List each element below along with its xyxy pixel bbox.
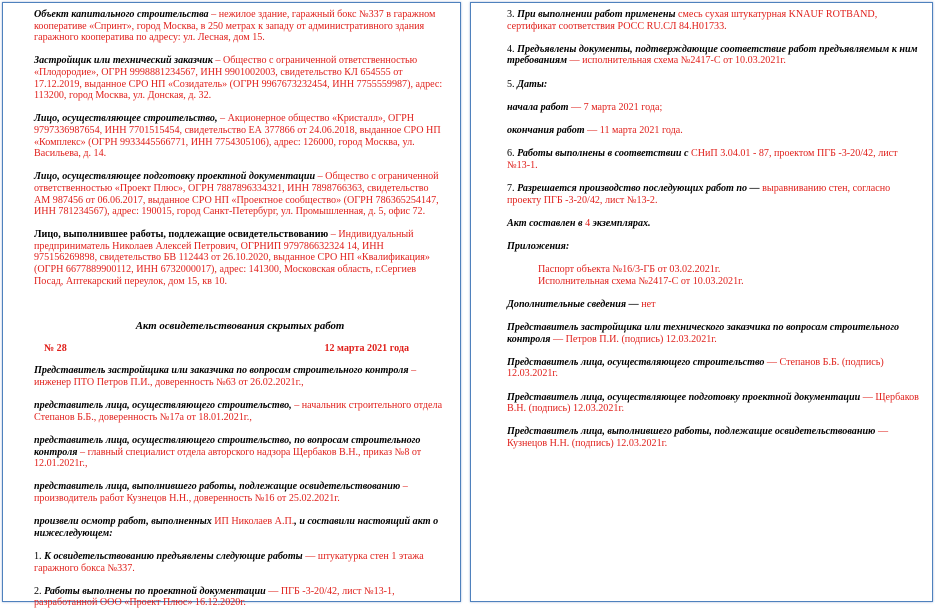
extra-info-paragraph: Дополнительные сведения — нет: [507, 298, 656, 310]
end-date-paragraph: окончания работ — 11 марта 2021 года.: [507, 124, 683, 136]
builder-paragraph: Лицо, осуществляющее строительство, – Акционерное общество «Кристалл», ОГРН 9797336987654, ИНН 7701515454, свидетельство ЕА 377866 от 24.06.2018, выданное СРО НП «Комплекс» (ОГРН 9933445566771, ИНН 7754305106), адрес: 126000, город Москва, ул. Васильева, д. 14.: [34, 113, 441, 160]
designer-paragraph: Лицо, осуществляющее подготовку проектной документации – Общество с ограниченной ответственностью «Проект Плюс», ОГРН 7887896334321, ИНН 7898766363, свидетельство АМ 987456 от 06.06.2017, выданное СРО НП «Проектное сообщество» (ОГРН 786365254147, ИНН 781234567), адрес: 190015, город Санкт-Петербург, ул. Промышленная, д. 5, офис 72.: [34, 171, 439, 218]
act-title: Акт освидетельствования скрытых работ: [135, 320, 345, 333]
inspection-paragraph: произвели осмотр работ, выполненных ИП Николаев А.П., и составили настоящий акт о нижеследующем:: [34, 516, 439, 539]
start-date-paragraph: начала работ — 7 марта 2021 года;: [507, 101, 663, 113]
rep-developer-paragraph: Представитель застройщика или заказчика по вопросам строительного контроля – инженер ПТО Петров П.И., доверенность №63 от 26.02.2021г.,: [34, 365, 417, 389]
signature-performer: Представитель лица, выполнившего работы, подлежащие освидетельствованию — Кузнецов Н.Н. (подпись) 12.03.2021г.: [507, 426, 889, 449]
item-1-paragraph: 1. К освидетельствованию предъявлены следующие работы — штукатурка стен 1 этажа гаражного бокса №337.: [34, 550, 424, 574]
item-4-paragraph: 4. Предъявлены документы, подтверждающие соответствие работ предъявляемым к ним требованиям — исполнительная схема №2417-С от 10.03.2021г.: [507, 43, 918, 67]
attachments-list: [507, 264, 920, 287]
rep-performer-paragraph: представитель лица, выполнившего работы, подлежащие освидетельствованию – производитель работ Кузнецов Н.Н., доверенность №16 от 25.02.2021г.: [34, 481, 408, 504]
document-page-left: [2, 2, 461, 609]
copies-paragraph: Акт составлен в 4 экземплярах.: [507, 217, 651, 229]
document-page-right: [470, 2, 933, 602]
act-number: № 28: [44, 342, 67, 354]
act-header-row: [34, 343, 446, 355]
item-2-paragraph: 2. Работы выполнены по проектной документации — ПГБ -3-20/42, лист №13-1, разработанной ООО «Проект Плюс» 16.12.2020г.: [34, 585, 395, 609]
item-7-paragraph: 7. Разрешается производство последующих работ по — выравниванию стен, согласно проекту ПГБ -3-20/42, лист №13-2.: [507, 182, 891, 206]
attachment-item: Исполнительная схема №2417-С от 10.03.2021г.: [538, 275, 744, 287]
developer-paragraph: Застройщик или технический заказчик – Общество с ограниченной ответственностью «Плодородие», ОГРН 9998881234567, ИНН 9901002003, свидетельство КЛ 654555 от 17.12.2019, выданное СРО НП «Созидатель» (ОГРН 9967673232454, ИНН 7755559987), адрес: 113200, город Москва, ул. Донская, д. 32.: [34, 55, 443, 102]
act-date: 12 марта 2021 года: [324, 342, 409, 354]
signature-designer: Представитель лица, осуществляющее подготовку проектной документации — Щербаков В.Н. (подпись) 12.03.2021г.: [507, 391, 919, 415]
attachments-label: Приложения:: [507, 240, 570, 252]
item-3-paragraph: 3. При выполнении работ применены смесь сухая штукатурная KNAUF ROTBAND, сертификат соответствия РОСС RU.СЛ 84.Н01733.: [507, 9, 878, 32]
rep-control-paragraph: представитель лица, осуществляющего строительство, по вопросам строительного контроля – главный специалист отдела авторского надзора Щербаков В.Н., приказ №8 от 12.01.2021г.,: [34, 435, 422, 470]
item-6-paragraph: 6. Работы выполнены в соответствии с СНиП 3.04.01 - 87, проектом ПГБ -3-20/42, лист №13-1.: [507, 148, 898, 171]
signature-builder: Представитель лица, осуществляющего строительство — Степанов Б.Б. (подпись) 12.03.2021г.: [507, 356, 884, 380]
signature-developer: Представитель застройщика или технического заказчика по вопросам строительного контроля — Петров П.И. (подпись) 12.03.2021г.: [507, 322, 900, 345]
rep-builder-paragraph: представитель лица, осуществляющего строительство, – начальник строительного отдела Степанов Б.Б., доверенность №17а от 18.01.2021г.,: [34, 400, 443, 423]
object-paragraph: Объект капитального строительства – нежилое здание, гаражный бокс №337 в гаражном кооперативе «Спринт», город Москва, в 250 метрах к западу от административного здания гаражного кооператива по адресу: ул. Лесная, дом 15.: [34, 9, 436, 44]
performer-paragraph: Лицо, выполнившее работы, подлежащие освидетельствованию – Индивидуальный предприниматель Николаев Алексей Петрович, ОГРНИП 979786632324 14, ИНН 975156269898, свидетельство БВ 112443 от 26.10.2020, выданное СРО НП «Квалификация» (ОГРН 6677889900112, ИНН 6732000017), адрес: 141300, Московская область, г.Сергиев Посад, Аптекарский переулок, дом 15, кв 10.: [34, 229, 430, 287]
item-5-paragraph: 5. Даты:: [507, 78, 548, 90]
attachment-item: Паспорт объекта №16/3-ГБ от 03.02.2021г.: [538, 264, 721, 276]
